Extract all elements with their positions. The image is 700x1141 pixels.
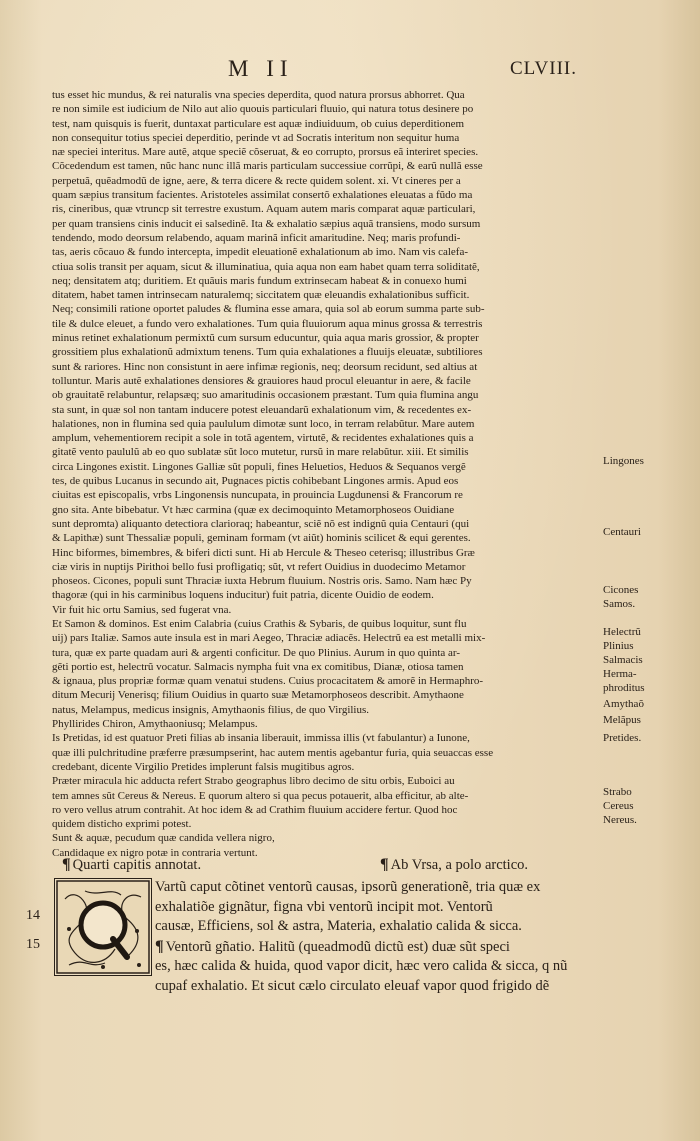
body-line: ro vero vellus atrum contrahit. At hoc idem & ad Crathim fluuium accidere fertur. Quod hoc xyxy=(52,803,458,816)
body-line: circa Lingones existit. Lingones Galliæ sũt populi, fines Heluetios, Heduos & Sequanos vergẽ xyxy=(52,460,466,473)
body-line: næ speciei interitus. Mare autẽ, atque speciẽ cõseruat, & eo corrupto, prorsus eã interiret species. xyxy=(52,146,479,159)
annotation-line: ¶ Ventorũ gñatio. Halitũ (queadmodũ dictũ est) duæ sũt speci xyxy=(155,937,510,955)
body-line: Præter miracula hic adducta refert Strabo geographus libro decimo de situ orbis, Euboici au xyxy=(52,775,455,788)
margin-note: Melãpus xyxy=(603,714,641,726)
annotation-line: exhalatiõe gignãtur, figna vbi ventorũ incipit mot. Ventorũ xyxy=(155,898,493,915)
body-line: & ignaua, plus propriæ formæ quam venatui studens. Cuius procacitatem & amorẽ in Hermaphro- xyxy=(52,675,484,688)
body-line: non consequitur totius speciei deperditio, perinde vt ad Socratis interitum non sequitur huma xyxy=(52,131,460,144)
body-line: test, nam quisquis is fuerit, duntaxat particulare est aquæ indiuiduum, ob cuius deperditionem xyxy=(52,117,465,130)
folio-number: CLVIII. xyxy=(510,58,577,79)
body-line: tas, aeris cõcauo & fundo intercepta, impedit eleuationẽ exhalationum ab imo. Nam vis calefa- xyxy=(52,246,469,259)
margin-note: Pretides. xyxy=(603,732,642,744)
margin-note: phroditus xyxy=(603,682,645,694)
body-line: tes, de quibus Lucanus in secundo ait, Pugnaces pictis cohibebant Lingones armis. Apud eos xyxy=(52,475,459,488)
annotation-line: es, hæc calida & huida, quod vapor dicit, hæc vero calida & sicca, q nũ xyxy=(155,958,568,974)
body-line: quæ illi pulchritudine præferre præsumpserint, hac autem mentis agebantur furia, quia seuaccas esse xyxy=(52,746,494,759)
body-line: ditatem, habet tamen intrinsecam naturalemq; siccitatem quæ eleuandis exhalationibus sufficit. xyxy=(52,289,470,302)
body-line: tus esset hic mundus, & rei naturalis vna species deperdita, quod natura prorsus abhorret. Qua xyxy=(52,89,465,101)
body-line: uij) pars Italiæ. Samos aute insula est in mari Aegeo, Thraciæ adiacẽs. Helectrũ ea est metalli mix- xyxy=(52,632,486,645)
annotation-line: causæ, Efficiens, sol & astra, Materia, exhalatio calida & sicca. xyxy=(155,918,522,934)
body-line: tem amnes sũt Cereus & Nereus. E quorum altero si qua pecus potauerit, alba efficitur, ab alte- xyxy=(52,789,469,802)
margin-note: Cereus xyxy=(603,800,634,812)
margin-note: Lingones xyxy=(603,455,644,467)
body-line: gno sita. Ante bibebatur. Vt hæc carmina (quæ ex decimoquinto Metamorphoseos Ouidiane xyxy=(52,503,455,516)
body-line: Vir fuit hic ortu Samius, sed fugerat vna. xyxy=(52,603,232,616)
annotation-heading-row xyxy=(54,855,574,877)
body-line: tura, quæ ex parte quadam auri & argenti conficitur. De quo Plinius. Aurum in quo quinta ar- xyxy=(52,646,461,659)
annotation-text xyxy=(155,878,575,996)
margin-note: Strabo xyxy=(603,786,632,798)
body-line: ctiua solis transit per aquam, sicut & illuminatiua, quia aqua non eam habet quam terra soliditatẽ, xyxy=(52,260,480,273)
body-line: natus, Melampus, medicus insignis, Amythaonis filius, de quo Virgilius. xyxy=(52,703,370,716)
decorated-initial-q xyxy=(54,878,152,976)
body-line: ciæ viris in nuptijs Pirithoi bello fusi profligatiq; sũt, vt refert Ouidius in duodecimo Metamor xyxy=(52,560,466,573)
signature-mark: M II xyxy=(228,56,294,81)
body-line: Hinc biformes, bimembres, & biferi dicti sunt. Hi ab Hercule & Theseo ceterisq; illustribus Græ xyxy=(52,546,475,559)
pilcrow-icon: ¶ xyxy=(155,937,164,955)
margin-note: Salmacis xyxy=(603,654,643,666)
body-line: quidem disticho exprimi potest. xyxy=(52,818,192,831)
pilcrow-icon: ¶ xyxy=(62,856,71,873)
body-line: gẽti portio est, helectrũ vocatur. Salmacis nympha fuit vna ex comitibus, Dianæ, otiosa tamen xyxy=(52,660,464,673)
margin-note: Herma- xyxy=(603,668,637,680)
body-line: Et Samon & dominos. Est enim Calabria (cuius Crathis & Sybaris, de quibus loquitur, sunt flu xyxy=(52,617,467,630)
body-line: thagoræ (qui in his carminibus loquens inducitur) fuit patria, dicente Ouidio de eodem. xyxy=(52,589,434,602)
body-line: tendendo, modo deorsum relabendo, aquam marinã inficit amaritudine. Neq; maris profundi- xyxy=(52,231,461,244)
annotation-line: Vartũ caput cõtinet ventorũ causas, ipsorũ generationẽ, tria quæ ex xyxy=(155,879,541,895)
body-line: Cõcedendum est tamen, nũc hanc nunc illã maris particulam successiue corrũpi, & earũ nullã esse xyxy=(52,160,483,173)
body-line: sunt & rariores. Hinc non consistunt in aere infimæ regionis, neq; deorsum recidunt, sed altius at xyxy=(52,360,478,373)
body-line: halationes, non in flumina sed quia paululum dimotæ sunt loco, in terram relabũtur. Mare autem xyxy=(52,417,475,430)
margin-note: Nereus. xyxy=(603,814,637,826)
body-line: & Lapithæ) sunt Thessaliæ populi, geminam formam (vt aiũt) hominis scilicet & equi gerentes. xyxy=(52,532,471,545)
body-line: per quam transiens cinis inducit ei salsedinẽ. Ita & exhalatio sæpius aquã transiens, modo sursum xyxy=(52,217,481,230)
body-line: Phyllirides Chiron, Amythaoniusq; Melampus. xyxy=(52,718,258,731)
body-line: ob grauitatẽ relabuntur, relapsæq; suo amaritudinis occasionem præstant. Tum quia flumina angu xyxy=(52,389,479,402)
body-line: perpetuã, quẽadmodũ de igne, aere, & terra dicere & recte quidem solent. xi. Vt cineres per a xyxy=(52,174,461,187)
body-line: credebant, dicente Virgilio Pretides implerunt falsis mugitibus agros. xyxy=(52,760,355,773)
margin-note: Plinius xyxy=(603,640,634,652)
body-line: ditum Mecurij Venerisq; filium Ouidius in quarto suæ Metamorphoseos describit. Amythaone xyxy=(52,689,464,702)
body-line: re non simile est iudicium de Nilo aut alio quouis particulari fluuio, qui natura totus desinere po xyxy=(52,103,474,116)
body-line: grossitiem plus exhalationũ admixtum tenens. Tum quia exhalationes a fluuijs eleuatæ, subtiliores xyxy=(52,346,483,359)
body-line: tolluntur. Maris autẽ exhalationes densiores & grauiores haud procul eleuantur in aere, & facile xyxy=(52,374,471,387)
margin-note: Helectrũ xyxy=(603,626,641,638)
annotation-heading: ¶ Quarti capitis annotat. xyxy=(62,856,202,873)
line-number: 15 xyxy=(26,937,40,952)
body-line: ris, cineribus, quæ vtruncp sit terrestre exustum. Aquam autem maris comparat aquæ particulari, xyxy=(52,203,476,216)
lemma-heading: ¶ Ab Vrsa, a polo arctico. xyxy=(380,856,529,873)
margin-note: Amythaõ xyxy=(603,698,644,710)
commentary-text xyxy=(52,88,600,860)
body-line: minus retinet exhalationum permixtũ cum sursum educuntur, quia aqua maris grossior, & propter xyxy=(52,332,479,345)
body-line: neq; densitatem atq; duritiem. Et quãuis maris fundum extrinsecam habeat & in conuexo humi xyxy=(52,274,467,287)
body-line: quam sæpius transitum facientes. Aristoteles assimilat consertõ exhalationes eleuatas a fũdo ma xyxy=(52,189,473,202)
body-line: sta sunt, in quæ sol non tantam inducere potest eleuandarũ exhalationum vim, & recedentes ex- xyxy=(52,403,472,416)
annotation-line: cupaf exhalatio. Et sicut cælo circulato eleuaf vapor quod frigido dẽ xyxy=(155,977,550,994)
body-line: ciuitas est episcopalis, vrbs Lingonensis nuncupata, in prouincia Lugdunensi & Francorum re xyxy=(52,489,463,502)
pilcrow-icon: ¶ xyxy=(380,856,389,873)
body-line: Sunt & aquæ, pecudum quæ candida vellera nigro, xyxy=(52,832,275,845)
body-line: Candidaque ex nigro potæ in contraria vertunt. xyxy=(52,846,258,859)
body-line: amplum, vehementiorem recipit a sole in totã agentem, virtutẽ, & recidentes exhalationes quis a xyxy=(52,432,474,445)
running-head xyxy=(0,56,700,86)
body-line: Is Pretidas, id est quatuor Preti filias ab insania liberauit, immissa illis (vt fabulantur) a Iunone, xyxy=(52,732,470,745)
line-number: 14 xyxy=(26,908,40,923)
margin-note: Cicones xyxy=(603,584,639,596)
body-line: sunt depromta) aliquanto detectiora clarioraq; habeantur, sciẽ nõ est indignũ quia Centauri (qui xyxy=(52,517,470,530)
body-line: Neq; consimili ratione oportet paludes & flumina esse amara, quia sol ab eorum summa parte sub- xyxy=(52,303,485,316)
body-line: gitatẽ vento paululũ ab eo quo sublatæ sũt loco mutetur, rursũ in mare relabũtur. xiii. Et similis xyxy=(52,446,469,459)
body-line: phoseos. Cicones, populi sunt Thraciæ iuxta Hebrum fluuium. Nostris oris. Samo. Nam hæc Py xyxy=(52,575,472,588)
margin-note: Samos. xyxy=(603,598,636,610)
body-line: tile & dulce eleuet, a fundo vero exhalationes. Tum quia fluuiorum aqua minus grossa & terrestris xyxy=(52,317,483,330)
margin-note: Centauri xyxy=(603,526,641,538)
